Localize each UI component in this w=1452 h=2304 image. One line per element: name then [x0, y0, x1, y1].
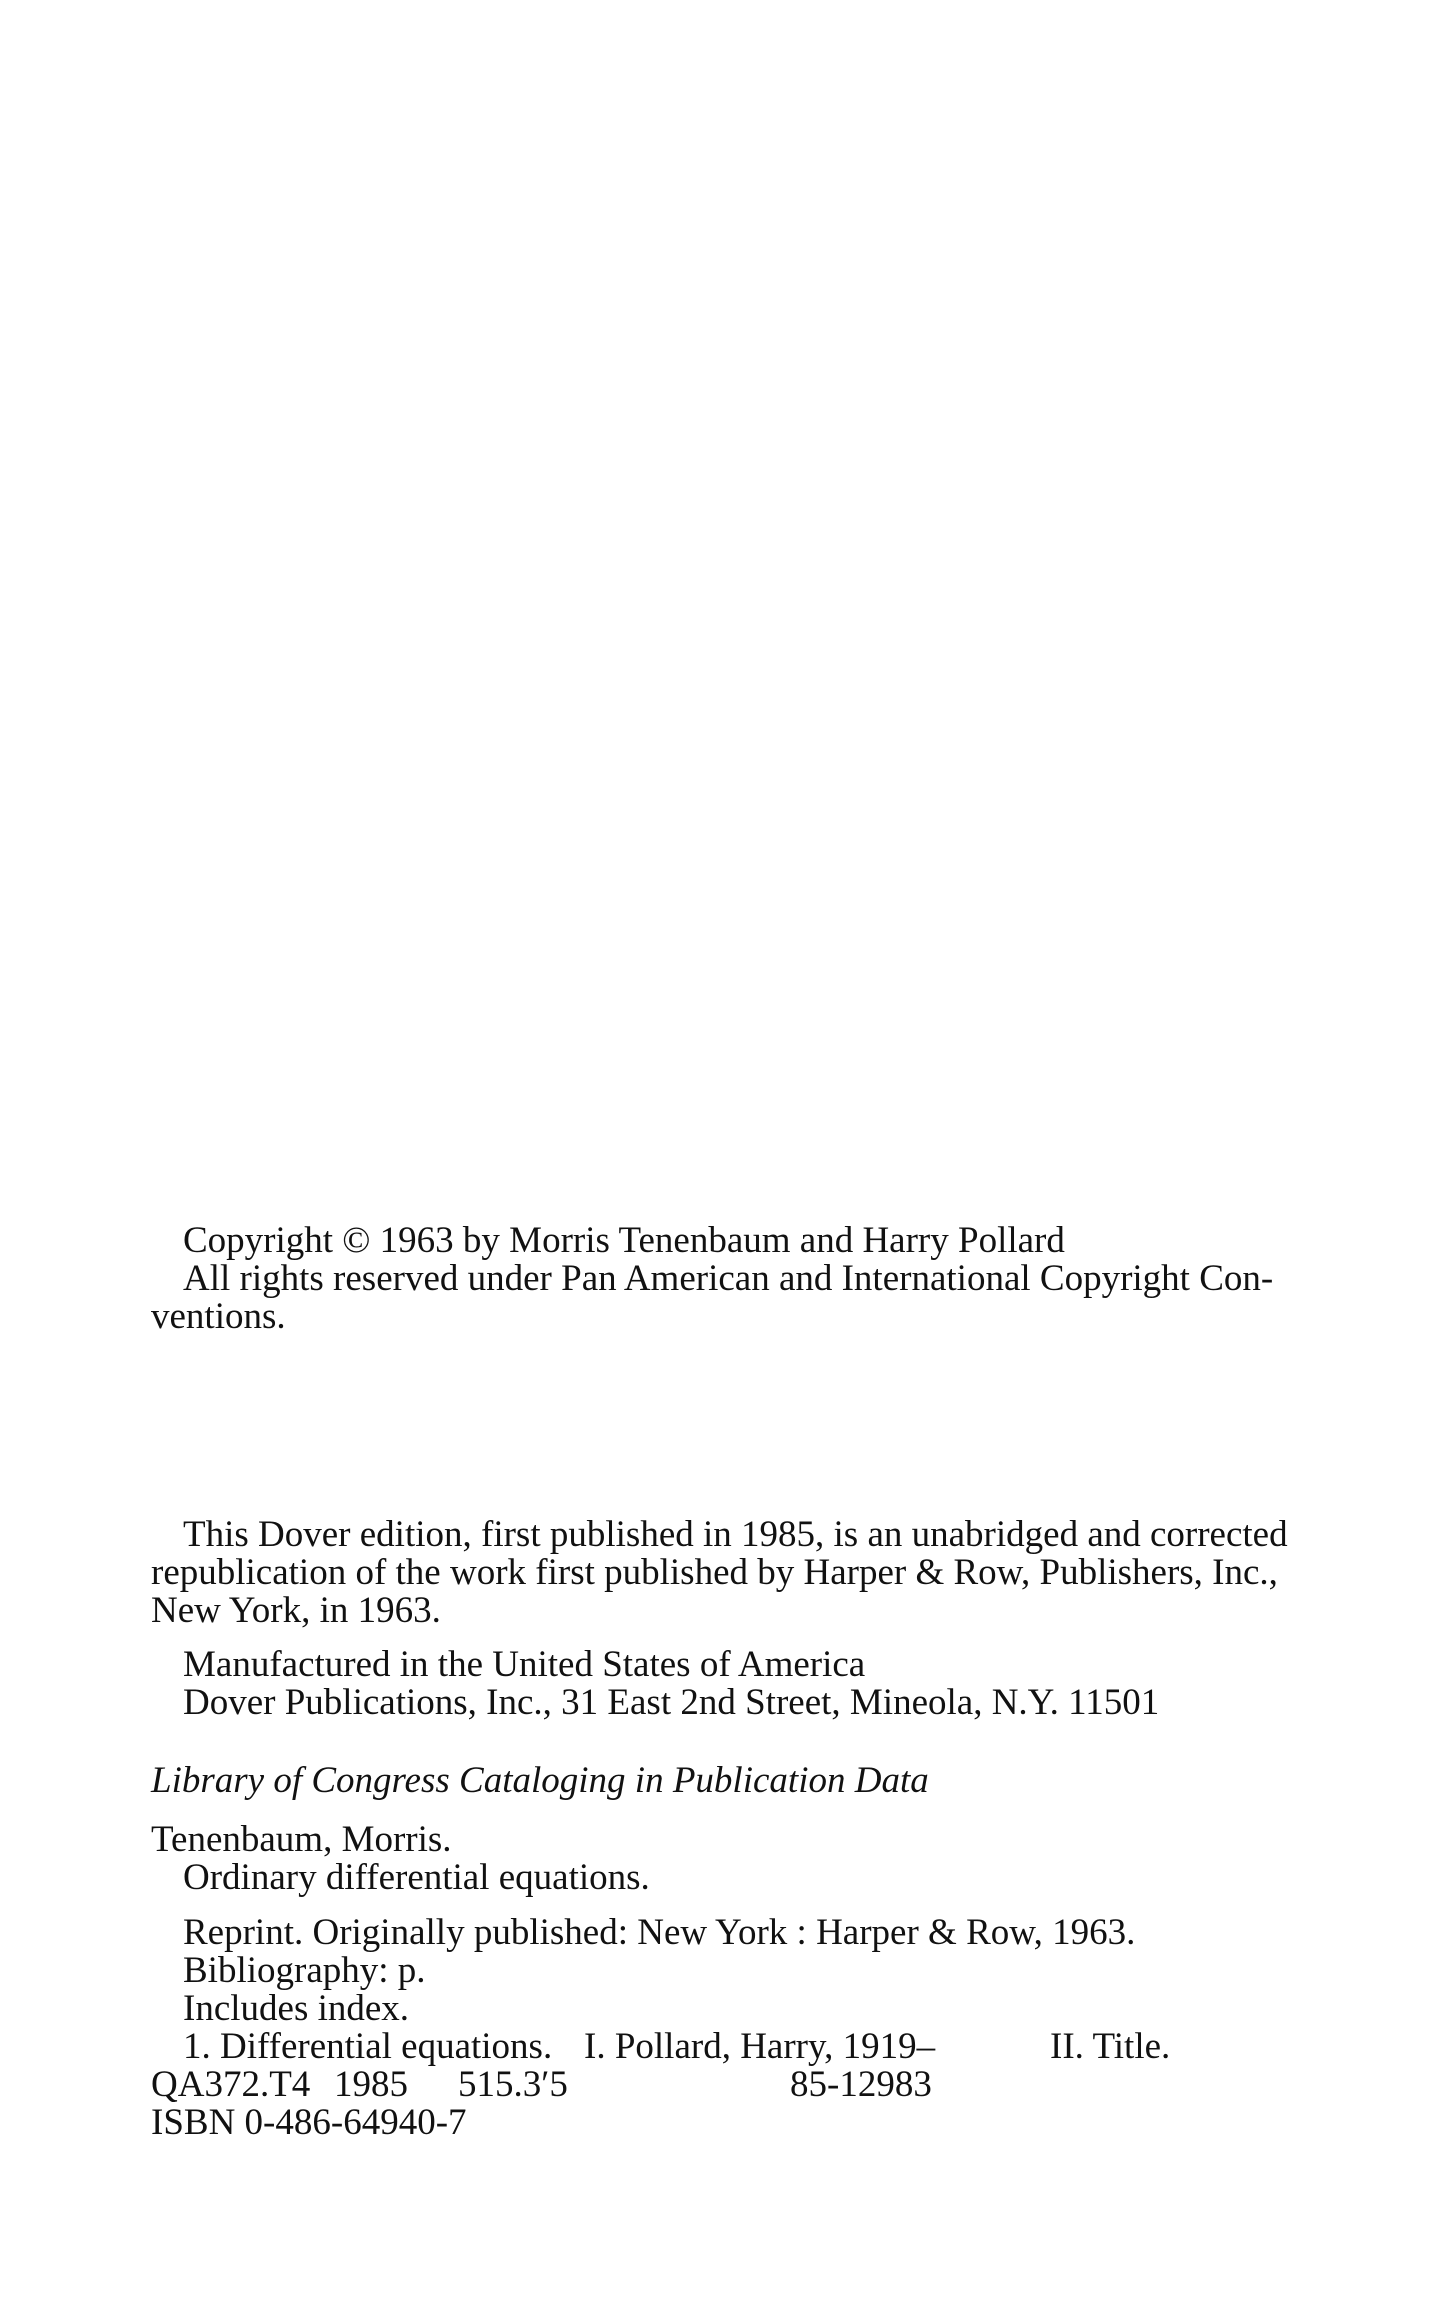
manufacture-line-1: Manufactured in the United States of America — [183, 1644, 866, 1685]
edition-line-1: This Dover edition, first published in 1985, is an unabridged and corrected — [183, 1514, 1288, 1555]
cip-author: Tenenbaum, Morris. — [151, 1819, 452, 1860]
cip-title: Ordinary differential equations. — [183, 1857, 650, 1898]
copyright-line-1: Copyright © 1963 by Morris Tenenbaum and Harry Pollard — [183, 1220, 1065, 1261]
cip-year: 1985 — [334, 2064, 408, 2105]
cip-dewey-number: 515.3′5 — [458, 2064, 568, 2105]
manufacture-line-2: Dover Publications, Inc., 31 East 2nd Street, Mineola, N.Y. 11501 — [183, 1682, 1160, 1723]
cip-index-note: Includes index. — [183, 1988, 410, 2029]
cip-subject-3: II. Title. — [1050, 2026, 1171, 2067]
copyright-line-3: ventions. — [151, 1296, 286, 1337]
cip-reprint-note: Reprint. Originally published: New York : Harper & Row, 1963. — [183, 1912, 1136, 1953]
cip-heading: Library of Congress Cataloging in Publication Data — [151, 1760, 929, 1801]
cip-bibliography-note: Bibliography: p. — [183, 1950, 426, 1991]
edition-line-3: New York, in 1963. — [151, 1590, 441, 1631]
cip-subject-2: I. Pollard, Harry, 1919– — [584, 2026, 936, 2067]
cip-subject-1: 1. Differential equations. — [183, 2026, 553, 2067]
edition-line-2: republication of the work first published by Harper & Row, Publishers, Inc., — [151, 1552, 1278, 1593]
copyright-line-2: All rights reserved under Pan American and International Copyright Con- — [183, 1258, 1274, 1299]
cip-lccn: 85-12983 — [790, 2064, 932, 2105]
cip-isbn: ISBN 0-486-64940-7 — [151, 2102, 467, 2143]
cip-call-number: QA372.T4 — [151, 2064, 311, 2105]
